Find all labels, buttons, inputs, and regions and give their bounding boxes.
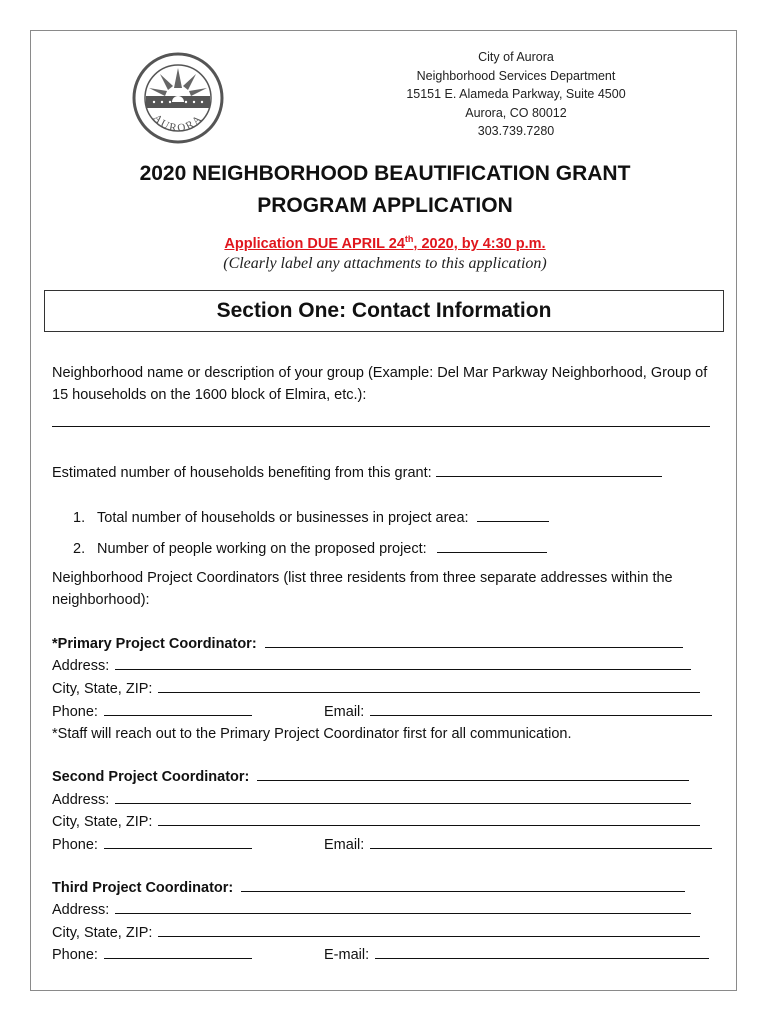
city-label: City, State, ZIP:	[52, 814, 153, 830]
coordinator-title: *Primary Project Coordinator:	[52, 636, 257, 652]
list-item	[73, 507, 549, 529]
title-line-1: 2020 NEIGHBORHOOD BEAUTIFICATION GRANT	[139, 162, 631, 185]
staff-note: *Staff will reach out to the Primary Project Coordinator first for all communication.	[52, 726, 572, 742]
third-city-field[interactable]	[158, 922, 700, 937]
households-field[interactable]	[436, 462, 662, 477]
address-line: 15151 E. Alameda Parkway, Suite 4500	[406, 87, 626, 101]
due-sup: th	[404, 234, 414, 244]
households-row	[52, 462, 662, 484]
city-label: City, State, ZIP:	[52, 925, 153, 941]
second-name-field[interactable]	[257, 766, 689, 781]
address-line: 303.739.7280	[477, 124, 555, 138]
email-label: Email:	[324, 704, 365, 720]
city-row	[52, 678, 700, 700]
third-address-field[interactable]	[115, 899, 691, 914]
address-row	[52, 899, 691, 921]
city-row	[52, 811, 700, 833]
page-title	[60, 158, 710, 222]
address-line: City of Aurora	[478, 50, 554, 64]
city-row	[52, 922, 700, 944]
address-row	[52, 789, 691, 811]
people-working-field[interactable]	[437, 538, 547, 553]
coordinator-name-row	[52, 633, 683, 655]
email-row	[324, 834, 712, 856]
due-prefix: Application DUE APRIL 24	[224, 235, 405, 252]
list-label: Number of people working on the proposed project:	[97, 541, 427, 557]
title-line-2: PROGRAM APPLICATION	[257, 194, 513, 217]
phone-row	[52, 834, 252, 856]
address-block	[380, 48, 652, 141]
phone-row	[52, 701, 252, 723]
phone-label: Phone:	[52, 837, 98, 853]
second-email-field[interactable]	[370, 834, 712, 849]
primary-phone-field[interactable]	[104, 701, 252, 716]
list-item	[73, 538, 547, 560]
address-label: Address:	[52, 792, 110, 808]
email-label: Email:	[324, 837, 365, 853]
primary-email-field[interactable]	[370, 701, 712, 716]
coordinator-name-row	[52, 877, 685, 899]
primary-name-field[interactable]	[265, 633, 683, 648]
due-date-notice	[60, 234, 710, 252]
address-label: Address:	[52, 658, 110, 674]
due-suffix: , 2020, by 4:30 p.m.	[413, 235, 546, 252]
coordinator-title: Third Project Coordinator:	[52, 880, 234, 896]
phone-label: Phone:	[52, 704, 98, 720]
households-label: Estimated number of households benefiting from this grant:	[52, 465, 432, 481]
primary-address-field[interactable]	[115, 655, 691, 670]
third-name-field[interactable]	[241, 877, 685, 892]
city-of-aurora-logo	[132, 52, 224, 144]
second-address-field[interactable]	[115, 789, 691, 804]
attachment-note: (Clearly label any attachments to this application)	[223, 255, 547, 272]
city-label: City, State, ZIP:	[52, 681, 153, 697]
coordinators-prompt: Neighborhood Project Coordinators (list three residents from three separate addresses within the neighborhood):	[52, 570, 673, 608]
email-row	[324, 701, 712, 723]
total-households-field[interactable]	[477, 507, 549, 522]
third-email-field[interactable]	[375, 944, 709, 959]
list-number: 2.	[73, 541, 86, 557]
third-phone-field[interactable]	[104, 944, 252, 959]
email-row	[324, 944, 709, 966]
list-label: Total number of households or businesses in project area:	[97, 510, 469, 526]
coordinator-title: Second Project Coordinator:	[52, 769, 250, 785]
address-line: Aurora, CO 80012	[465, 105, 567, 120]
neighborhood-name-field[interactable]	[52, 426, 710, 427]
phone-row	[52, 944, 252, 966]
address-row	[52, 655, 691, 677]
neighborhood-prompt: Neighborhood name or description of your group (Example: Del Mar Parkway Neighborhood, Group of 15 households on the 1600 block of Elmira, etc.):	[52, 365, 708, 403]
second-city-field[interactable]	[158, 811, 700, 826]
primary-city-field[interactable]	[158, 678, 700, 693]
address-line: Neighborhood Services Department	[416, 68, 616, 83]
address-label: Address:	[52, 902, 110, 918]
svg-text:AURORA: AURORA	[150, 112, 206, 135]
second-phone-field[interactable]	[104, 834, 252, 849]
list-number: 1.	[73, 510, 86, 526]
phone-label: Phone:	[52, 947, 98, 963]
section-heading: Section One: Contact Information	[44, 290, 724, 332]
email-label: E-mail:	[324, 947, 370, 963]
coordinator-name-row	[52, 766, 689, 788]
